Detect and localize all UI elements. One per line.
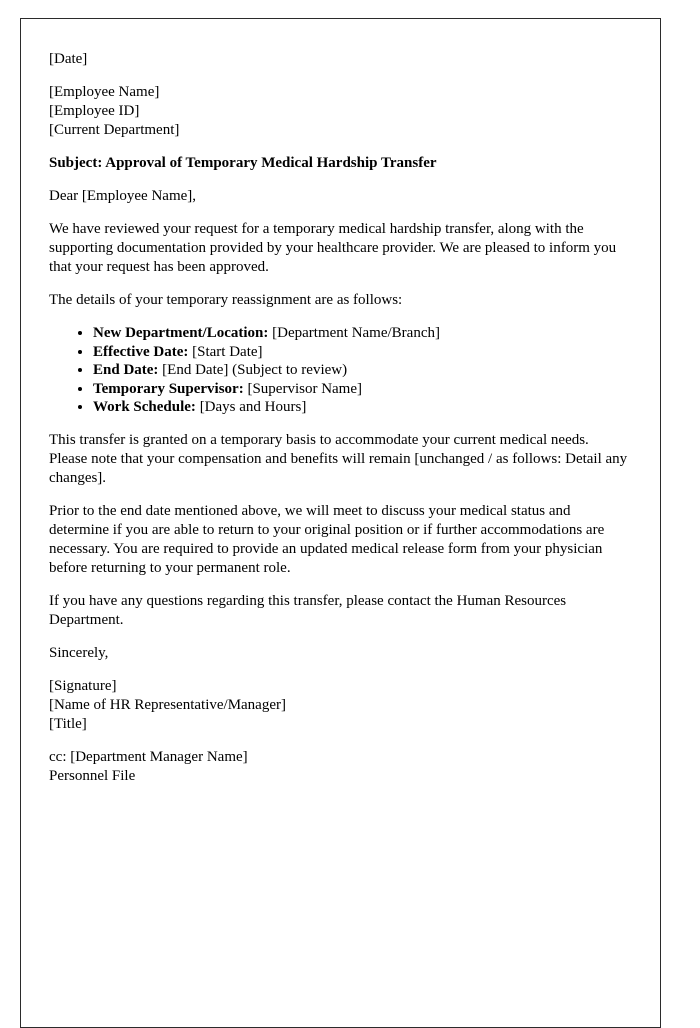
details-list — [49, 324, 630, 417]
recipient-id: [Employee ID] — [49, 103, 140, 119]
detail-label: Temporary Supervisor: — [93, 380, 244, 397]
detail-item-end-date — [93, 361, 630, 380]
salutation: Dear [Employee Name], — [49, 188, 197, 204]
recipient-name: [Employee Name] — [49, 84, 160, 100]
detail-label: Effective Date: — [93, 343, 189, 360]
paragraph-review: We have reviewed your request for a temporary medical hardship transfer, along with the supporting documentation provided by your healthcare provider. We are pleased to inform you that your request has been approved. — [49, 221, 617, 275]
detail-value: [Start Date] — [188, 343, 263, 360]
hr-name-line: [Name of HR Representative/Manager] — [49, 696, 286, 713]
detail-item-effective-date — [93, 343, 630, 362]
cc-line: cc: [Department Manager Name] — [49, 748, 248, 765]
detail-value: [Department Name/Branch] — [268, 325, 440, 341]
detail-item-new-department — [93, 324, 630, 343]
detail-label: New Department/Location: — [93, 325, 269, 341]
hr-title-line: [Title] — [49, 715, 87, 732]
signature-block — [49, 677, 630, 734]
paragraph-review-meeting: Prior to the end date mentioned above, we will meet to discuss your medical status and determine if you are able to return to your original position or if further accommodations are necessary. You are required to provide an updated medical release form from your physician before returning to your permanent role. — [49, 502, 605, 576]
detail-value: [End Date] (Subject to review) — [158, 362, 348, 378]
recipient-block — [49, 83, 630, 140]
signature-line: [Signature] — [49, 677, 117, 694]
cc-personnel-file: Personnel File — [49, 767, 136, 784]
detail-item-work-schedule — [93, 398, 630, 417]
detail-value: [Supervisor Name] — [243, 380, 363, 397]
letter-page — [20, 18, 661, 1028]
subject-line: Subject: Approval of Temporary Medical Hardship Transfer — [49, 155, 437, 171]
paragraph-questions: If you have any questions regarding this transfer, please contact the Human Resources Department. — [49, 592, 567, 628]
detail-label: End Date: — [93, 362, 159, 378]
closing: Sincerely, — [49, 644, 109, 661]
cc-block — [49, 748, 630, 786]
detail-label: Work Schedule: — [93, 399, 196, 415]
detail-value: [Days and Hours] — [195, 399, 307, 415]
details-intro: The details of your temporary reassignment are as follows: — [49, 292, 403, 308]
recipient-department: [Current Department] — [49, 122, 180, 138]
detail-item-temporary-supervisor — [93, 380, 630, 399]
paragraph-basis: This transfer is granted on a temporary basis to accommodate your current medical needs. Please note that your compensation and benefits will remain [unchanged / as follows: Detail any changes]. — [49, 431, 628, 486]
date-line: [Date] — [49, 51, 88, 67]
